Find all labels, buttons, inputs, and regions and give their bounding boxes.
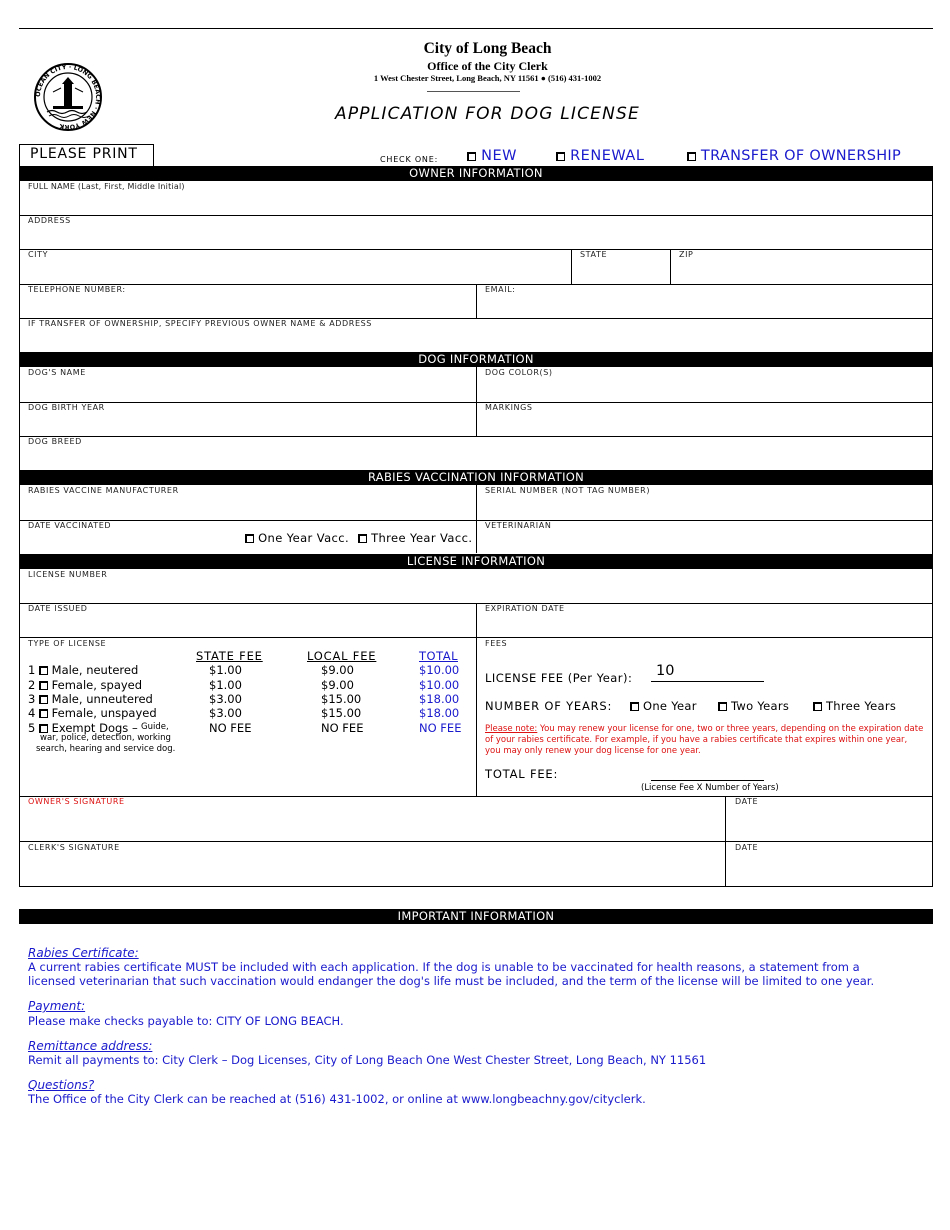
license-number-field[interactable] [20,580,932,602]
option-renewal-label: RENEWAL [570,148,645,164]
one-year-vacc[interactable] [245,531,349,545]
option-renewal[interactable] [556,148,644,164]
label-expiration: EXPIRATION DATE [485,604,565,613]
form-bottom-border [19,886,933,887]
checkbox-license-type-icon[interactable] [39,695,48,704]
label-email: EMAIL: [485,285,516,294]
date-issued-field[interactable] [20,614,475,636]
questions-heading: Questions? [28,1078,95,1092]
license-type-label: Female, unspayed [51,706,157,720]
state-fee-cell: $3.00 [209,692,242,706]
note-prefix: Please note: [485,724,538,734]
checkbox-three-year-vacc-icon[interactable] [358,534,367,543]
license-type-number: 3 [28,692,36,706]
checkbox-new-icon[interactable] [467,152,476,161]
total-fee-field[interactable] [651,764,764,780]
label-dog-colors: DOG COLOR(S) [485,368,553,377]
zip-field[interactable] [671,260,931,282]
questions-text: The Office of the City Clerk can be reached at (516) 431-1002, or online at www.longbeachny.gov/cityclerk. [28,1092,646,1106]
license-type-option[interactable] [28,678,142,692]
label-owner-date: DATE [735,797,759,806]
option-transfer-label: TRANSFER OF OWNERSHIP [700,148,902,164]
section-rabies: RABIES VACCINATION INFORMATION [19,470,933,485]
label-owner-signature: OWNER'S SIGNATURE [28,797,125,806]
label-veterinarian: VETERINARIAN [485,521,552,530]
total-fee-cell: $18.00 [419,692,460,706]
license-type-option[interactable] [28,663,138,677]
license-type-label: Exempt Dogs – [51,721,138,735]
please-print-top [19,144,154,145]
rule [19,520,933,521]
transfer-field[interactable] [20,329,932,351]
label-date-issued: DATE ISSUED [28,604,88,613]
checkbox-transfer-icon[interactable] [687,152,696,161]
rule [19,249,933,250]
remittance-heading: Remittance address: [28,1039,153,1053]
exempt-note [36,722,186,755]
check-one-label: CHECK ONE: [380,155,439,164]
please-print-right [153,144,154,166]
clerk-date-field[interactable] [726,853,931,885]
local-fee-cell: NO FEE [321,721,364,735]
year-two-option[interactable] [718,699,789,713]
option-transfer[interactable] [687,148,901,164]
license-type-label: Male, neutered [51,663,139,677]
label-transfer: IF TRANSFER OF OWNERSHIP, SPECIFY PREVIOUS OWNER NAME & ADDRESS [28,319,372,328]
three-year-vacc-label: Three Year Vacc. [371,531,473,545]
license-type-option[interactable] [28,692,153,706]
one-year-vacc-label: One Year Vacc. [258,531,350,545]
section-owner: OWNER INFORMATION [19,166,933,181]
license-type-label: Male, unneutered [51,692,153,706]
label-serial: SERIAL NUMBER (NOT TAG NUMBER) [485,486,651,495]
license-type-label: Female, spayed [51,678,143,692]
email-field[interactable] [477,295,931,317]
label-telephone: TELEPHONE NUMBER: [28,285,126,294]
label-clerk-date: DATE [735,843,759,852]
local-fee-cell: $15.00 [321,706,362,720]
total-fee-cell: $10.00 [419,663,460,677]
state-fee-cell: $1.00 [209,678,242,692]
license-fee-underline [651,681,764,682]
exempt-note-b: war, police, detection, working [40,733,171,743]
seal-text: OCEAN CITY · LONG BEACH · NEW YORK [34,63,102,131]
local-fee-cell: $9.00 [321,663,354,677]
owner-signature-field[interactable] [20,807,724,840]
license-fee-label: LICENSE FEE (Per Year): [485,671,633,685]
checkbox-one-year-icon[interactable] [630,702,639,711]
exempt-note-c: search, hearing and service dog. [36,744,176,754]
veterinarian-field[interactable] [477,531,931,551]
license-type-option[interactable] [28,706,157,720]
serial-field[interactable] [477,496,931,518]
label-breed: DOG BREED [28,437,82,446]
label-zip: ZIP [679,250,694,259]
telephone-field[interactable] [20,295,475,317]
section-license: LICENSE INFORMATION [19,554,933,569]
label-markings: MARKINGS [485,403,533,412]
local-fee-cell: $9.00 [321,678,354,692]
label-fees: FEES [485,639,508,648]
checkbox-license-type-icon[interactable] [39,666,48,675]
col-local-fee: LOCAL FEE [307,649,377,663]
option-new[interactable] [467,148,517,164]
three-year-vacc[interactable] [358,531,472,545]
year-three-option[interactable] [813,699,896,713]
rule [19,796,933,797]
please-print-left [19,144,20,166]
form-right-border [932,166,933,887]
markings-field[interactable] [477,413,931,435]
local-fee-cell: $15.00 [321,692,362,706]
col-total: TOTAL [419,649,458,663]
city-seal [33,62,103,132]
license-type-number: 1 [28,663,36,677]
col-state-fee: STATE FEE [196,649,263,663]
label-address: ADDRESS [28,216,71,225]
license-type-number: 2 [28,678,36,692]
rule [19,402,933,403]
payment-text: Please make checks payable to: CITY OF LONG BEACH. [28,1014,344,1028]
year-three-label: Three Years [825,699,897,713]
breed-field[interactable] [20,447,932,469]
label-clerk-signature: CLERK'S SIGNATURE [28,843,120,852]
option-new-label: NEW [481,148,517,164]
checkbox-three-years-icon[interactable] [813,702,822,711]
address-field[interactable] [20,226,932,248]
top-rule [19,28,933,29]
clerk-signature-field[interactable] [20,853,724,885]
form-title: APPLICATION FOR DOG LICENSE [335,104,640,124]
rule [19,215,933,216]
office-name: Office of the City Clerk [427,59,548,73]
total-fee-label: TOTAL FEE: [485,767,559,781]
year-two-label: Two Years [730,699,790,713]
rabies-text: A current rabies certificate MUST be included with each application. If the dog is unable to be vaccinated for health reasons, a statement from a licensed veterinarian that such vaccination would endanger the dog's life must be included, and the term of the license will be limited to one year. [28,960,875,988]
label-full-name: FULL NAME (Last, First, Middle Initial) [28,182,185,191]
full-name-field[interactable] [20,192,932,214]
label-birth-year: DOG BIRTH YEAR [28,403,105,412]
total-fee-formula: (License Fee X Number of Years) [641,783,779,793]
total-fee-cell: NO FEE [419,721,462,735]
checkbox-license-type-icon[interactable] [39,709,48,718]
label-state: STATE [580,250,608,259]
label-license-number: LICENSE NUMBER [28,570,108,579]
payment-heading: Payment: [28,999,86,1013]
state-fee-cell: NO FEE [209,721,252,735]
birth-year-field[interactable] [20,413,475,435]
owner-date-field[interactable] [726,807,931,840]
label-dog-name: DOG'S NAME [28,368,86,377]
section-dog: DOG INFORMATION [19,352,933,367]
please-print: PLEASE PRINT [30,146,138,162]
state-fee-cell: $1.00 [209,663,242,677]
rule [19,637,933,638]
label-city: CITY [28,250,49,259]
city-name: City of Long Beach [423,40,552,57]
header-divider [427,91,520,92]
year-one-label: One Year [642,699,697,713]
license-type-number: 5 [28,721,36,735]
rabies-heading: Rabies Certificate: [28,946,139,960]
state-field[interactable] [572,260,669,282]
rule [19,436,933,437]
note-text: You may renew your license for one, two or three years, depending on the expiration date of your rabies certificate. For example, if you have a rabies certificate that expires within one year, you may only renew your dog license for one year. [485,724,924,756]
remittance-text: Remit all payments to: City Clerk – Dog Licenses, City of Long Beach One West Chester Street, Long Beach, NY 11561 [28,1053,707,1067]
checkbox-one-year-vacc-icon[interactable] [245,534,254,543]
total-fee-underline [651,780,764,781]
expiration-field[interactable] [477,614,931,636]
total-fee-cell: $18.00 [419,706,460,720]
checkbox-renewal-icon[interactable] [556,152,565,161]
label-manufacturer: RABIES VACCINE MANUFACTURER [28,486,179,495]
office-address: 1 West Chester Street, Long Beach, NY 11561 ● (516) 431-1002 [373,73,602,83]
dog-colors-field[interactable] [477,378,931,400]
state-fee-cell: $3.00 [209,706,242,720]
label-type-of-license: TYPE OF LICENSE [28,639,107,648]
license-type-number: 4 [28,706,36,720]
section-important: IMPORTANT INFORMATION [19,909,933,924]
label-date-vaccinated: DATE VACCINATED [28,521,112,530]
year-one-option[interactable] [630,699,697,713]
exempt-note-a: Guide, [141,722,169,732]
manufacturer-field[interactable] [20,496,475,518]
checkbox-two-years-icon[interactable] [718,702,727,711]
total-fee-cell: $10.00 [419,678,460,692]
rule [19,841,933,842]
city-field[interactable] [20,260,570,282]
checkbox-license-type-icon[interactable] [39,681,48,690]
license-fee-value[interactable]: 10 [656,663,675,679]
dog-name-field[interactable] [20,378,475,400]
renewal-note [485,724,925,757]
years-label: NUMBER OF YEARS: [485,699,613,713]
